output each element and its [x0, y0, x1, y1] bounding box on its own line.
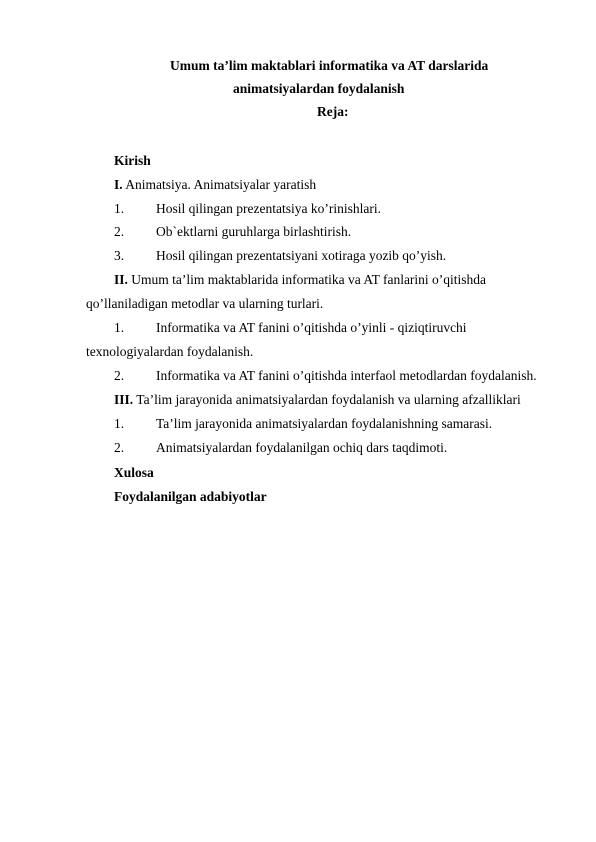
section-1-numeral: I. [114, 177, 123, 192]
document-title-line-1: Umum ta’lim maktablari informatika va AT darslarida [170, 58, 489, 73]
item-number: 2. [114, 224, 125, 239]
conclusion-heading: Xulosa [114, 465, 154, 480]
item-text-continuation: texnologiyalardan foydalanish. [86, 344, 254, 359]
item-text: Ob`ektlarni guruhlarga birlashtirish. [156, 224, 352, 239]
item-text: Hosil qilingan prezentatsiyani xotiraga yozib qo’yish. [156, 248, 447, 263]
item-number: 2. [114, 368, 125, 383]
item-number: 3. [114, 248, 125, 263]
item-number: 1. [114, 320, 125, 335]
section-3-numeral: III. [114, 392, 134, 407]
section-3-heading [114, 392, 521, 408]
item-text: Ta’lim jarayonida animatsiyalardan foydalanishning samarasi. [156, 416, 493, 431]
item-text: Informatika va AT fanini o’qitishda o’yinli - qiziqtiruvchi [156, 320, 467, 335]
section-3-title: Ta’lim jarayonida animatsiyalardan foydalanish va ularning afzalliklari [136, 392, 521, 407]
section-2-numeral: II. [114, 272, 128, 287]
section-2-title-line-2: qo’llaniladigan metodlar va ularning turlari. [86, 296, 324, 311]
section-1-heading [114, 177, 316, 193]
item-number: 1. [114, 416, 125, 431]
intro-heading: Kirish [114, 153, 151, 168]
document-title-line-2: animatsiyalardan foydalanish [233, 81, 405, 96]
item-text: Animatsiyalardan foydalanilgan ochiq dars taqdimoti. [156, 440, 448, 455]
section-2-title-line-1: Umum ta’lim maktablarida informatika va AT fanlarini o’qitishda [131, 272, 487, 287]
section-2-heading [114, 272, 486, 288]
plan-heading: Reja: [317, 104, 349, 119]
item-number: 2. [114, 440, 125, 455]
item-text: Hosil qilingan prezentatsiya ko’rinishlari. [156, 201, 381, 216]
references-heading: Foydalanilgan adabiyotlar [114, 489, 267, 504]
item-number: 1. [114, 201, 125, 216]
item-text: Informatika va AT fanini o’qitishda interfaol metodlardan foydalanish. [156, 368, 537, 383]
section-1-title: Animatsiya. Animatsiyalar yaratish [125, 177, 317, 192]
